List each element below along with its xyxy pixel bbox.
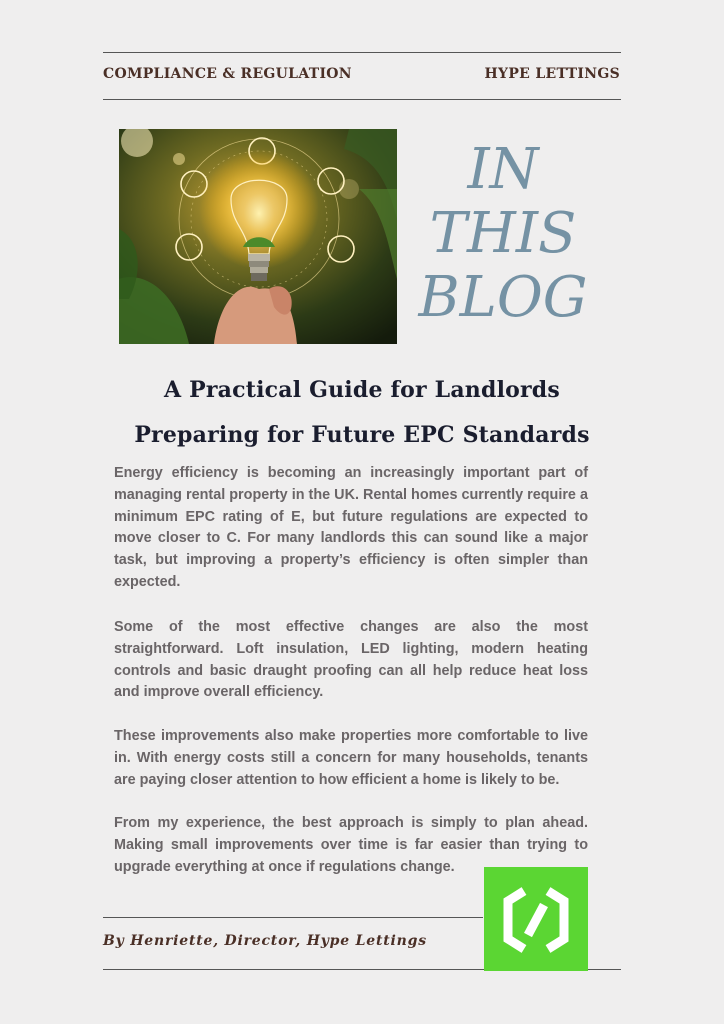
feature-word-this: THIS bbox=[429, 201, 577, 266]
header-divider bbox=[103, 99, 621, 100]
footer-divider-top bbox=[103, 917, 483, 918]
category-label: COMPLIANCE & REGULATION bbox=[103, 66, 352, 82]
article-title-line-1: A Practical Guide for Landlords bbox=[164, 377, 560, 403]
hype-lettings-logo bbox=[484, 867, 588, 971]
feature-word-in: IN bbox=[467, 137, 539, 202]
paragraph-intro: Energy efficiency is becoming an increasingly important part of managing rental property in the UK. Rental homes currently require a minimum EPC rating of E, but future regulations are expected to move closer to C. For many landlords this can sound like a major task, but improving a property’s efficiency is often simpler than expected. bbox=[114, 465, 588, 590]
paragraph-effective-changes: Some of the most effective changes are also the most straightforward. Loft insulation, LED lighting, modern heating controls and basic draught proofing can all help reduce heat loss and improve overall efficiency. bbox=[114, 619, 588, 701]
article-title-line-2: Preparing for Future EPC Standards bbox=[134, 422, 590, 448]
author-byline: By Henriette, Director, Hype Lettings bbox=[103, 933, 427, 949]
feature-word-blog: BLOG bbox=[418, 265, 588, 330]
paragraph-comfort: These improvements also make properties more comfortable to live in. With energy costs still a concern for many households, tenants are paying closer attention to how efficient a home is likely to be. bbox=[114, 728, 588, 788]
hero-image bbox=[119, 129, 397, 344]
brand-label: HYPE LETTINGS bbox=[484, 66, 620, 82]
top-divider bbox=[103, 52, 621, 53]
paragraph-plan-ahead: From my experience, the best approach is simply to plan ahead. Making small improvements over time is far easier than trying to upgrade everything at once if regulations change. bbox=[114, 815, 588, 875]
